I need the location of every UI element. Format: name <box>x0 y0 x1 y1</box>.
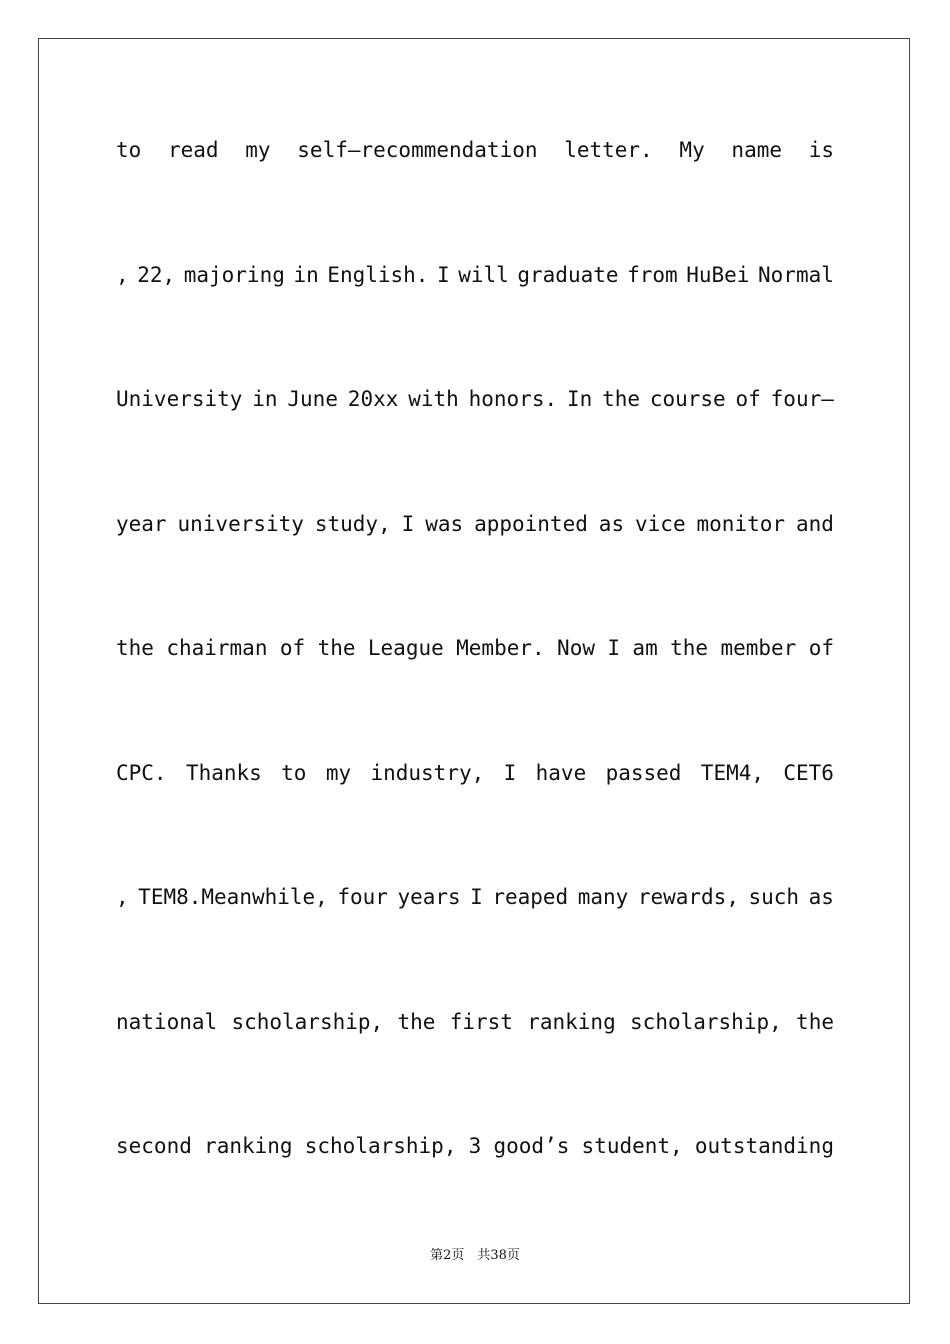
word: I <box>503 760 517 785</box>
word: I <box>437 262 450 287</box>
word: rewards, <box>637 885 739 909</box>
word: Member. <box>456 636 545 660</box>
word: TEM4, <box>700 760 765 785</box>
word: ranking <box>204 1134 293 1158</box>
word: honors. <box>468 387 558 411</box>
word: my <box>325 760 352 785</box>
word: June <box>287 387 338 411</box>
word: HuBei <box>686 262 750 287</box>
word: letter. <box>564 138 653 162</box>
word: many <box>577 885 629 909</box>
word: vice <box>635 511 686 536</box>
word: the <box>796 1009 834 1034</box>
word: study, <box>314 511 391 536</box>
word: read <box>168 138 219 162</box>
word: in <box>293 262 319 287</box>
word: to <box>116 138 142 162</box>
word: years <box>397 885 461 909</box>
word: the <box>397 1009 436 1034</box>
word: Now <box>557 636 595 660</box>
word: University <box>116 387 243 411</box>
word: ranking <box>527 1009 616 1034</box>
word: CET6 <box>783 760 834 785</box>
word: will <box>458 262 509 287</box>
word: graduate <box>517 262 619 287</box>
word: good’s <box>493 1134 570 1158</box>
word: , <box>116 262 129 287</box>
word: the <box>602 387 641 411</box>
word: from <box>627 262 678 287</box>
word: passed <box>605 760 682 785</box>
word: to <box>281 760 307 785</box>
word: have <box>535 760 587 785</box>
word: outstanding <box>694 1134 834 1158</box>
word: am <box>632 636 658 660</box>
text-line <box>116 1131 834 1161</box>
word: and <box>795 511 834 536</box>
word: such <box>748 885 800 909</box>
word: English. <box>327 262 429 287</box>
word: second <box>116 1134 192 1158</box>
word: in <box>252 387 278 411</box>
word: of <box>735 387 761 411</box>
text-line <box>116 633 834 663</box>
word: year <box>116 511 167 536</box>
word: scholarship, <box>231 1009 384 1034</box>
word: national <box>116 1009 218 1034</box>
text-line <box>116 882 834 912</box>
word: of <box>808 636 834 660</box>
word: student, <box>581 1134 683 1158</box>
word: first <box>449 1009 513 1034</box>
word: 3 <box>468 1134 482 1158</box>
word: League <box>367 636 444 660</box>
word: majoring <box>183 262 285 287</box>
text-line <box>116 1007 834 1037</box>
word: was <box>425 511 464 536</box>
text-line <box>116 758 834 788</box>
text-line <box>116 509 834 539</box>
word: self—recommendation <box>297 138 538 162</box>
word: of <box>279 636 306 660</box>
word: CPC. <box>116 760 167 785</box>
word: is <box>808 138 834 162</box>
word: four <box>337 885 388 909</box>
word: as <box>808 885 834 909</box>
word: chairman <box>166 636 268 660</box>
word: scholarship, <box>304 1134 457 1158</box>
word: four— <box>770 387 834 411</box>
word: as <box>598 511 625 536</box>
word: university <box>177 511 304 536</box>
word: my <box>245 138 271 162</box>
word: course <box>649 387 726 411</box>
text-line <box>116 260 834 290</box>
word: appointed <box>474 511 588 536</box>
word: Normal <box>758 262 834 287</box>
word: My <box>679 138 705 162</box>
word: the <box>116 636 154 660</box>
word: I <box>401 511 415 536</box>
word: I <box>470 885 483 909</box>
word: 20xx <box>347 387 399 411</box>
text-line <box>116 384 834 414</box>
word: industry, <box>370 760 485 785</box>
word: the <box>670 636 709 660</box>
word: TEM8.Meanwhile, <box>138 885 328 909</box>
page-number-footer: 第2页 共38页 <box>430 1248 520 1263</box>
word: 22, <box>137 262 176 287</box>
word: name <box>731 138 782 162</box>
word: I <box>607 636 621 660</box>
word: monitor <box>696 511 786 536</box>
word: member <box>720 636 797 660</box>
word: scholarship, <box>630 1009 782 1034</box>
word: reaped <box>492 885 569 909</box>
word: , <box>116 885 129 909</box>
word: with <box>408 387 459 411</box>
word: Thanks <box>185 760 262 785</box>
word: In <box>566 387 593 411</box>
word: the <box>317 636 356 660</box>
page-frame <box>38 38 910 1304</box>
text-line <box>116 135 834 165</box>
